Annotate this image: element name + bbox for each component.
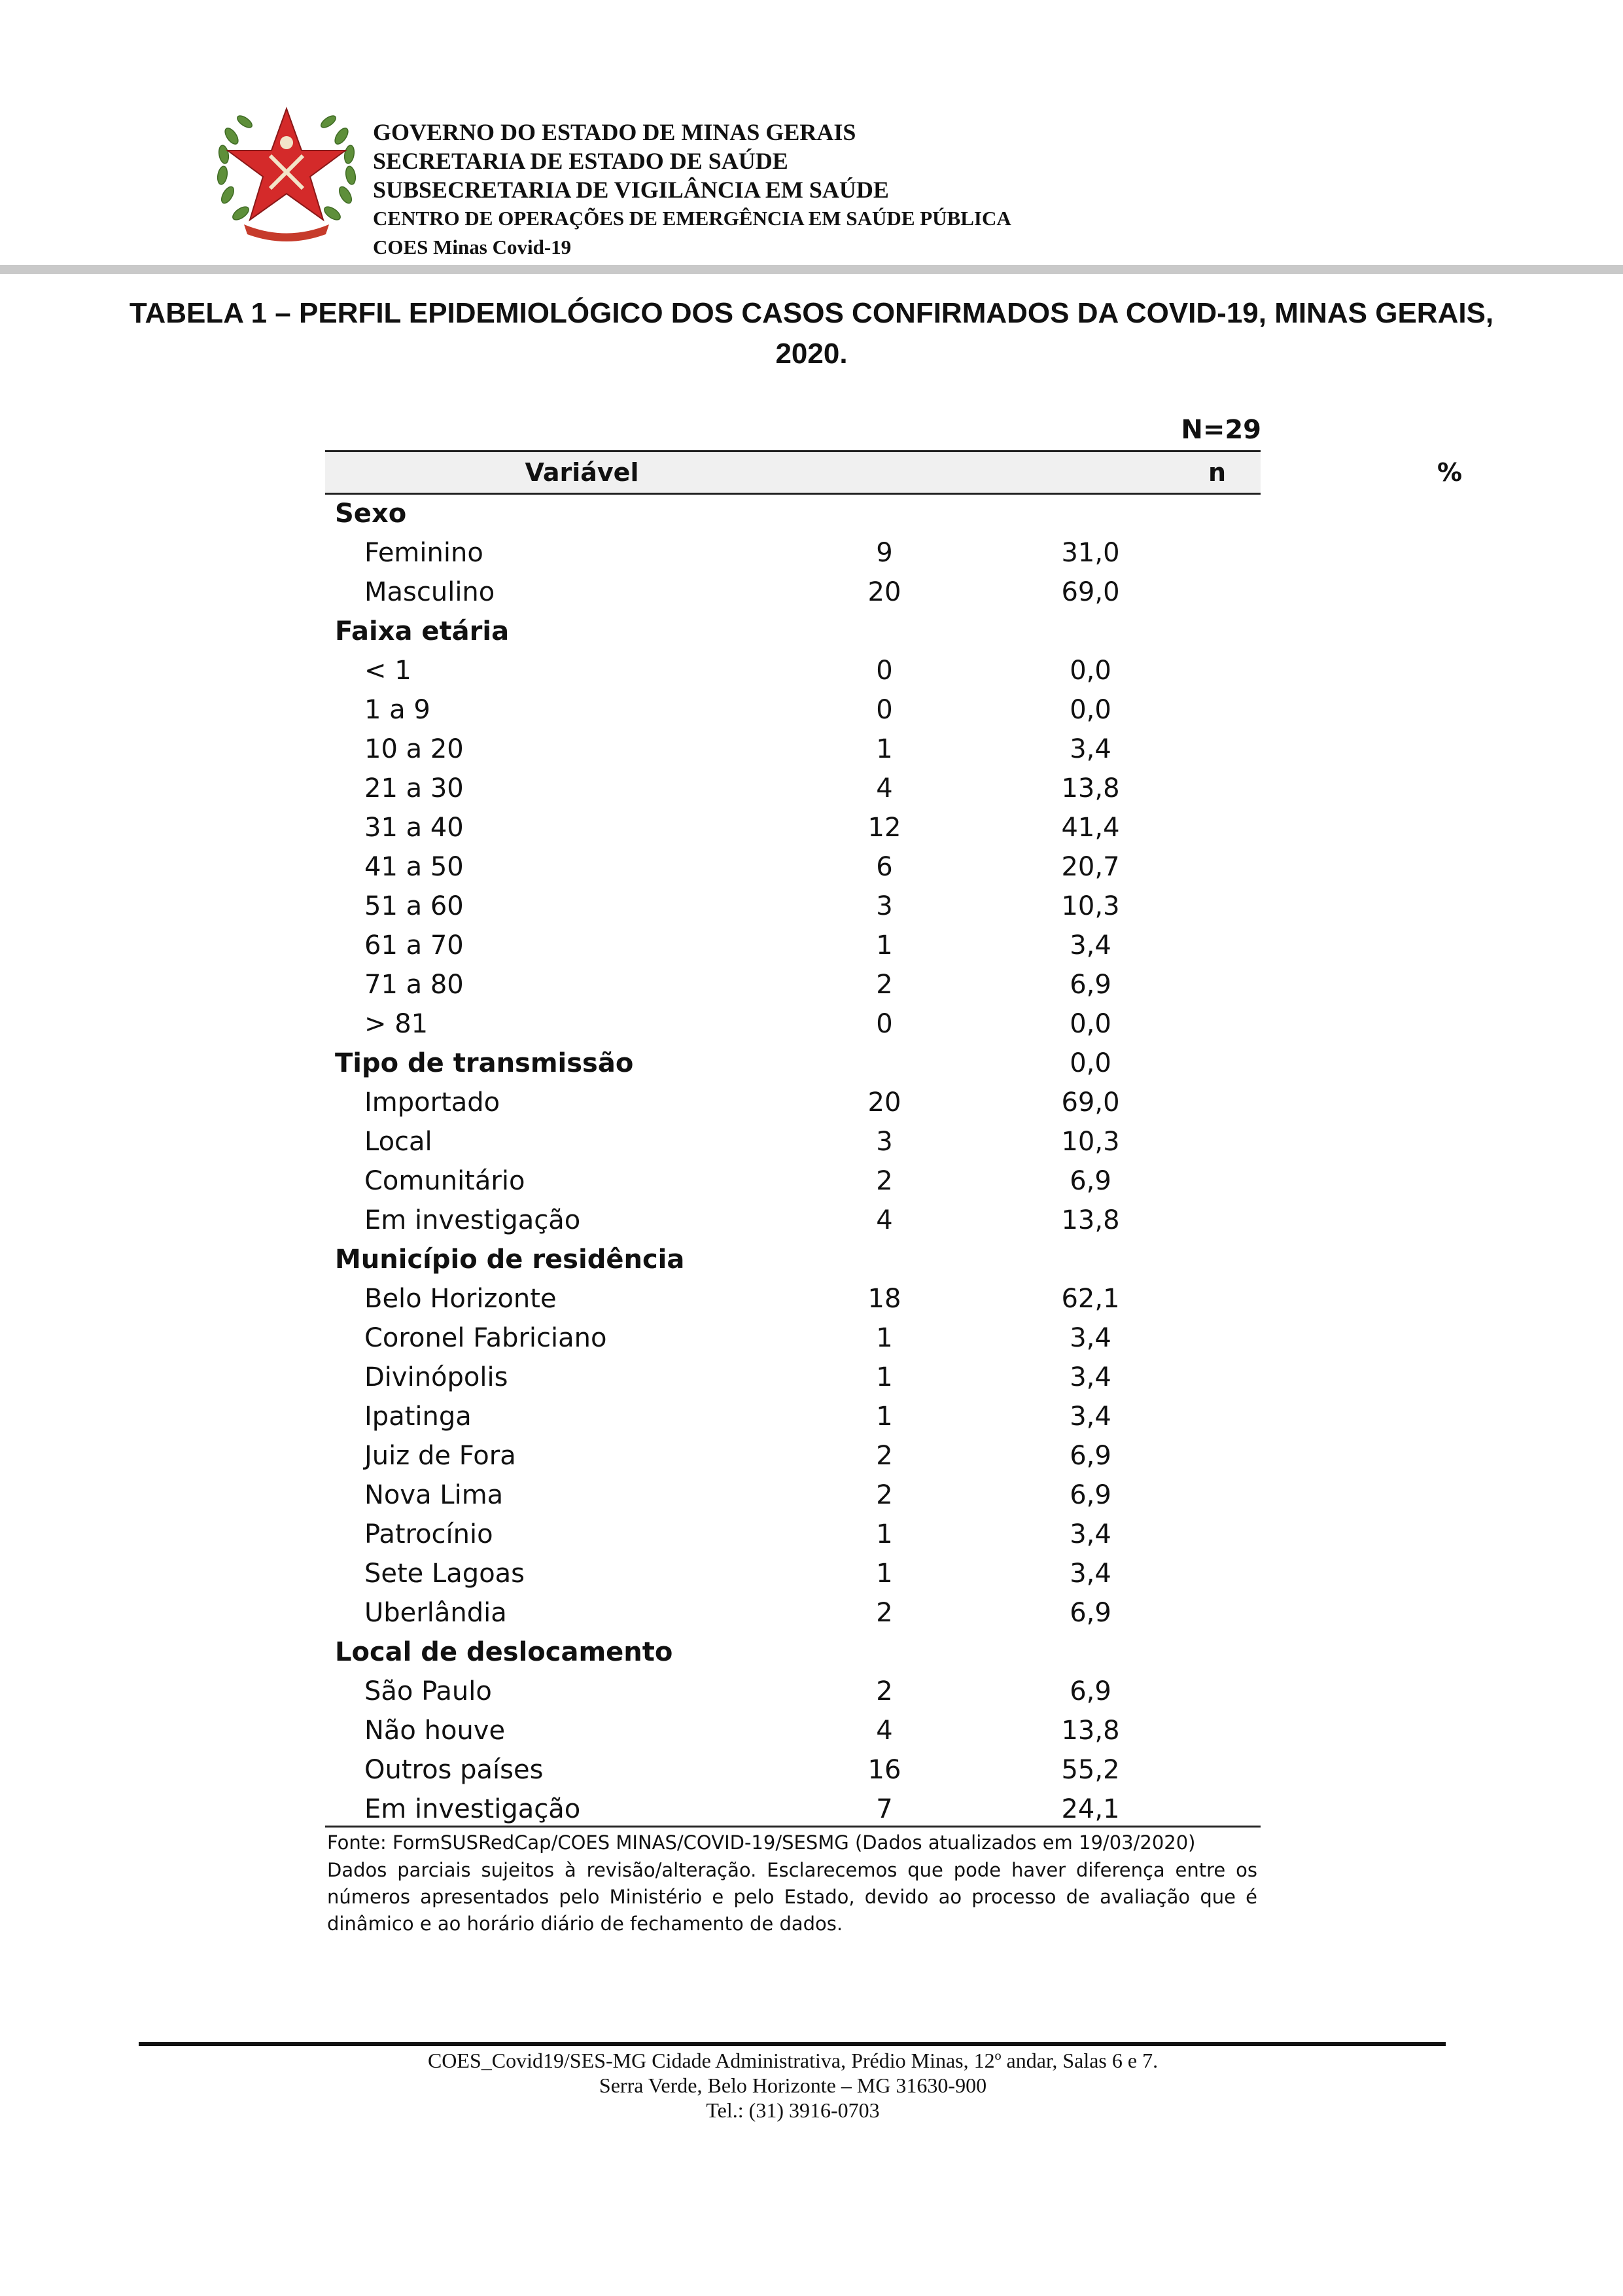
row-count: 1 [876, 1519, 893, 1549]
row-percent: 3,4 [1070, 1362, 1111, 1392]
disclaimer-note: Dados parciais sujeitos à revisão/alteração. Esclarecemos que pode haver diferença entre os números apresentados pelo Ministério e pelo Estado, devido ao processo de avaliação que é dinâmico e ao horário diário de fechamento de dados. [327, 1859, 1257, 1935]
row-percent: 6,9 [1070, 970, 1111, 1000]
table-category-row [325, 1633, 1261, 1672]
row-percent: 0,0 [1070, 656, 1111, 686]
table-row [325, 847, 1261, 887]
row-percent: 6,9 [1070, 1166, 1111, 1196]
row-percent: 13,8 [1061, 773, 1120, 804]
row-count: 4 [876, 1205, 893, 1235]
row-percent: 62,1 [1061, 1284, 1120, 1314]
category-label: Município de residência [335, 1245, 685, 1275]
row-label: Feminino [364, 538, 483, 568]
header-divider [0, 265, 1623, 274]
category-label: Sexo [335, 499, 407, 529]
row-percent: 69,0 [1061, 577, 1120, 607]
row-percent: 20,7 [1061, 852, 1120, 882]
row-percent: 13,8 [1061, 1205, 1120, 1235]
row-label: Masculino [364, 577, 495, 607]
row-label: Coronel Fabriciano [364, 1323, 607, 1353]
table-row [325, 1122, 1261, 1161]
row-percent: 6,9 [1070, 1598, 1111, 1628]
row-label: 51 a 60 [364, 891, 464, 921]
row-percent: 0,0 [1070, 1009, 1111, 1039]
row-label: Importado [364, 1087, 500, 1118]
table-body [325, 494, 1261, 1829]
table-category-row [325, 1044, 1261, 1083]
sample-size-label: N=29 [1181, 415, 1261, 445]
header-line-subsecretariat: SUBSECRETARIA DE VIGILÂNCIA EM SAÚDE [373, 177, 889, 203]
table-row [325, 1711, 1261, 1750]
row-count: 2 [876, 1441, 893, 1471]
row-label: Nova Lima [364, 1480, 504, 1510]
page-header [0, 0, 1623, 275]
row-label: 10 a 20 [364, 734, 464, 764]
table-row [325, 533, 1261, 573]
row-count: 3 [876, 1127, 893, 1157]
footer-address-line-1: COES_Covid19/SES-MG Cidade Administrativa, Prédio Minas, 12º andar, Salas 6 e 7. [427, 2049, 1159, 2072]
footer-address-line-2: Serra Verde, Belo Horizonte – MG 31630-900 [599, 2074, 987, 2097]
row-count: 2 [876, 1480, 893, 1510]
row-count: 1 [876, 1402, 893, 1432]
row-label: Local [364, 1127, 432, 1157]
row-count: 4 [876, 1716, 893, 1746]
table-row [325, 1358, 1261, 1397]
row-label: Patrocínio [364, 1519, 493, 1549]
row-count: 9 [876, 538, 893, 568]
row-label: Em investigação [364, 1205, 581, 1235]
row-count: 0 [876, 1009, 893, 1039]
category-label: Faixa etária [335, 616, 510, 646]
row-label: 41 a 50 [364, 852, 464, 882]
row-count: 2 [876, 970, 893, 1000]
row-count: 4 [876, 773, 893, 804]
row-label: 71 a 80 [364, 970, 464, 1000]
row-count: 1 [876, 734, 893, 764]
table-row [325, 573, 1261, 612]
row-percent: 3,4 [1070, 1519, 1111, 1549]
minas-gerais-coat-of-arms-icon [208, 97, 365, 244]
header-line-coes-minas: COES Minas Covid-19 [373, 236, 572, 258]
row-count: 2 [876, 1598, 893, 1628]
row-count: 1 [876, 930, 893, 961]
table-row [325, 651, 1261, 690]
row-percent: 69,0 [1061, 1087, 1120, 1118]
table-row [325, 1279, 1261, 1318]
row-label: Em investigação [364, 1794, 581, 1824]
row-count: 6 [876, 852, 893, 882]
table-header-row [325, 450, 1463, 495]
row-count: 16 [867, 1755, 901, 1785]
row-label: < 1 [364, 656, 411, 686]
row-percent: 13,8 [1061, 1716, 1120, 1746]
table-title-line-1: TABELA 1 – PERFIL EPIDEMIOLÓGICO DOS CASOS CONFIRMADOS DA COVID-19, MINAS GERAIS, [129, 297, 1494, 329]
row-percent: 6,9 [1070, 1441, 1111, 1471]
table-category-row [325, 1240, 1261, 1279]
header-line-government: GOVERNO DO ESTADO DE MINAS GERAIS [373, 119, 856, 145]
header-line-coes-center: CENTRO DE OPERAÇÕES DE EMERGÊNCIA EM SAÚDE PÚBLICA [373, 207, 1011, 230]
table-title-line-2: 2020. [775, 338, 848, 370]
table-row [325, 1593, 1261, 1633]
data-source-note: Fonte: FormSUSRedCap/COES MINAS/COVID-19/SESMG (Dados atualizados em 19/03/2020) [327, 1831, 1196, 1854]
row-percent: 31,0 [1061, 538, 1120, 568]
row-percent: 6,9 [1070, 1480, 1111, 1510]
table-row [325, 1515, 1261, 1554]
table-row [325, 769, 1261, 808]
row-count: 0 [876, 695, 893, 725]
row-percent: 6,9 [1070, 1676, 1111, 1706]
footer-phone: Tel.: (31) 3916-0703 [706, 2098, 880, 2122]
table-row [325, 1201, 1261, 1240]
row-label: Outros países [364, 1755, 544, 1785]
row-percent: 3,4 [1070, 1559, 1111, 1589]
table-row [325, 965, 1261, 1004]
row-count: 1 [876, 1362, 893, 1392]
column-header-variable: Variável [525, 458, 639, 487]
page-footer [139, 2048, 1447, 2123]
column-header-percent: % [1437, 458, 1463, 487]
row-count: 2 [876, 1166, 893, 1196]
table-row [325, 1750, 1261, 1790]
row-label: Uberlândia [364, 1598, 507, 1628]
row-label: 61 a 70 [364, 930, 464, 961]
table-row [325, 690, 1261, 730]
row-label: 1 a 9 [364, 695, 430, 725]
row-label: Belo Horizonte [364, 1284, 557, 1314]
row-label: Ipatinga [364, 1402, 472, 1432]
row-label: São Paulo [364, 1676, 492, 1706]
row-label: 31 a 40 [364, 813, 464, 843]
row-percent: 55,2 [1061, 1755, 1120, 1785]
column-header-n: n [1208, 458, 1227, 487]
row-count: 12 [867, 813, 901, 843]
table-row [325, 1397, 1261, 1436]
table-row [325, 730, 1261, 769]
row-label: Não houve [364, 1716, 506, 1746]
table-row [325, 1083, 1261, 1122]
row-count: 20 [867, 1087, 901, 1118]
row-count: 2 [876, 1676, 893, 1706]
row-percent: 3,4 [1070, 1323, 1111, 1353]
row-label: Divinópolis [364, 1362, 508, 1392]
row-label: > 81 [364, 1009, 428, 1039]
table-row [325, 1790, 1261, 1829]
row-label: Sete Lagoas [364, 1559, 525, 1589]
table-category-row [325, 494, 1261, 533]
row-label: Juiz de Fora [364, 1441, 516, 1471]
row-percent: 41,4 [1061, 813, 1120, 843]
row-percent: 3,4 [1070, 734, 1111, 764]
table-row [325, 1554, 1261, 1593]
header-institution-lines [373, 118, 1011, 262]
row-percent: 10,3 [1061, 891, 1120, 921]
row-percent: 10,3 [1061, 1127, 1120, 1157]
row-count: 7 [876, 1794, 893, 1824]
table-row [325, 926, 1261, 965]
category-label: Tipo de transmissão [335, 1048, 634, 1078]
footer-divider [139, 2042, 1446, 2046]
table-row [325, 808, 1261, 847]
row-percent: 0,0 [1070, 1048, 1111, 1078]
row-label: 21 a 30 [364, 773, 464, 804]
row-percent: 24,1 [1061, 1794, 1120, 1824]
row-count: 0 [876, 656, 893, 686]
row-count: 18 [867, 1284, 901, 1314]
category-label: Local de deslocamento [335, 1637, 673, 1667]
table-category-row [325, 612, 1261, 651]
table-row [325, 1436, 1261, 1475]
row-percent: 3,4 [1070, 930, 1111, 961]
table-row [325, 1672, 1261, 1711]
table-row [325, 1475, 1261, 1515]
row-count: 20 [867, 577, 901, 607]
row-percent: 3,4 [1070, 1402, 1111, 1432]
table-row [325, 887, 1261, 926]
row-count: 1 [876, 1559, 893, 1589]
header-line-secretariat: SECRETARIA DE ESTADO DE SAÚDE [373, 148, 788, 174]
table-row [325, 1318, 1261, 1358]
row-count: 1 [876, 1323, 893, 1353]
row-percent: 0,0 [1070, 695, 1111, 725]
row-count: 3 [876, 891, 893, 921]
table-row [325, 1004, 1261, 1044]
table-row [325, 1161, 1261, 1201]
table-title [98, 293, 1525, 374]
row-label: Comunitário [364, 1166, 525, 1196]
table-bottom-rule [325, 1826, 1261, 1828]
